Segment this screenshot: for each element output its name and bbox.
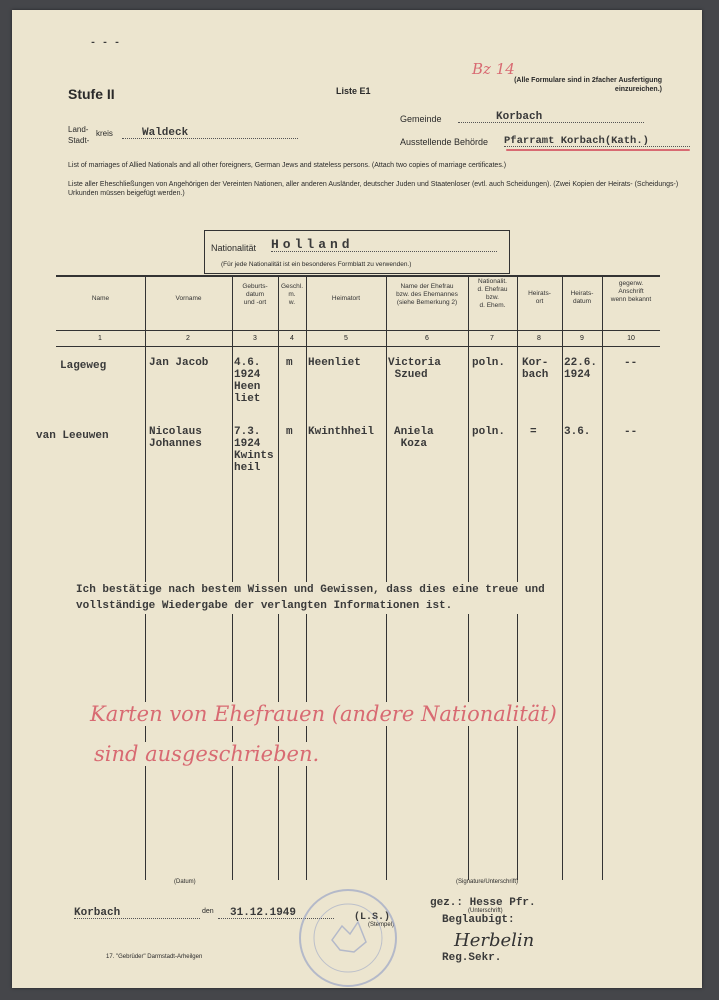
col-divider bbox=[278, 276, 279, 880]
col-divider bbox=[386, 276, 387, 880]
col-num: 3 bbox=[253, 335, 257, 342]
header-heiratsdatum: Heirats- datum bbox=[570, 290, 594, 305]
header-heimatort: Heimatort bbox=[331, 295, 361, 302]
col-divider bbox=[468, 276, 469, 880]
col-divider bbox=[306, 276, 307, 880]
header-name: Name bbox=[91, 295, 110, 302]
landkreis-field bbox=[122, 122, 298, 139]
table-top-rule bbox=[56, 275, 660, 277]
table-row-1-nationalitaet: poln. bbox=[472, 357, 506, 369]
table-row-2-nationalitaet: poln. bbox=[472, 426, 506, 438]
stufe-label: Stufe II bbox=[68, 86, 115, 102]
instruction-note: (Alle Formulare sind in 2facher Ausfertigung einzureichen.) bbox=[514, 77, 662, 93]
header-ehefrau: Name der Ehefrau bzw. des Ehemannes (siehe Bemerkung 2) bbox=[396, 283, 458, 306]
behoerde-label: Ausstellende Behörde bbox=[400, 137, 489, 147]
official-stamp-icon bbox=[296, 886, 400, 990]
beglaubigt-label: Beglaubigt: bbox=[442, 914, 515, 926]
gemeinde-value: Korbach bbox=[496, 111, 543, 123]
date-caption: (Datum) bbox=[174, 879, 196, 885]
table-row-2-heimatort: Kwinthheil bbox=[308, 426, 375, 438]
col-divider bbox=[517, 276, 518, 880]
liste-label: Liste E1 bbox=[336, 86, 371, 96]
table-number-rule bbox=[56, 346, 660, 347]
col-divider bbox=[562, 276, 563, 880]
stempel-caption: (Stempel) bbox=[368, 922, 395, 928]
table-row-2-heiratsort: = bbox=[530, 426, 537, 438]
nationality-label: Nationalität bbox=[211, 243, 257, 253]
nationality-field bbox=[271, 235, 497, 252]
nationality-value: Holland bbox=[271, 237, 354, 252]
col-divider bbox=[145, 276, 146, 880]
col-divider bbox=[232, 276, 233, 880]
header-anschrift: gegenw. Anschrift wenn bekannt bbox=[610, 280, 652, 303]
gez-signature: gez.: Hesse Pfr. bbox=[430, 897, 536, 909]
table-row-2-geschlecht: m bbox=[286, 426, 293, 438]
table-row-1-geburt: 4.6. 1924 Heen liet bbox=[234, 357, 261, 405]
behoerde-value: Pfarramt Korbach(Kath.) bbox=[504, 135, 649, 147]
kreis-label: kreis bbox=[96, 129, 113, 138]
table-row-1-anschrift: -- bbox=[624, 357, 638, 369]
col-num: 9 bbox=[580, 335, 584, 342]
place-value: Korbach bbox=[74, 907, 121, 919]
regsekr-label: Reg.Sekr. bbox=[442, 952, 502, 964]
col-num: 6 bbox=[425, 335, 429, 342]
col-num: 10 bbox=[627, 335, 635, 342]
ls-marker: (L.S.) bbox=[354, 912, 391, 923]
printer-mark: 17. "Gebrüder" Darmstadt-Arheilgen bbox=[106, 954, 203, 960]
table-row-2-anschrift: -- bbox=[624, 426, 638, 438]
table-row-1-vorname: Jan Jacob bbox=[149, 357, 209, 369]
table-row-1-heimatort: Heenliet bbox=[308, 357, 361, 369]
table-header-rule bbox=[56, 330, 660, 331]
behoerde-field bbox=[504, 130, 690, 147]
gemeinde-field bbox=[458, 106, 644, 123]
table-row-1-heiratsdatum: 22.6. 1924 bbox=[564, 357, 598, 381]
table-row-2-heiratsdatum: 3.6. bbox=[564, 426, 591, 438]
confirmation-text: Ich bestätige nach bestem Wissen und Gewissen, dass dies eine treue und vollständige Wiedergabe der verlangten Informationen ist. bbox=[76, 584, 545, 612]
col-num: 5 bbox=[344, 335, 348, 342]
landkreis-value: Waldeck bbox=[142, 127, 189, 139]
unterschrift-caption: (Unterschrift) bbox=[468, 908, 503, 914]
description-english: List of marriages of Allied Nationals and all other foreigners, German Jews and stateless persons. (Attach two copies of marriage certificates.) bbox=[68, 162, 507, 169]
table-row-1-heiratsort: Kor- bach bbox=[522, 357, 549, 381]
col-num: 2 bbox=[186, 335, 190, 342]
col-num: 7 bbox=[490, 335, 494, 342]
nationality-note: (Für jede Nationalität ist ein besonderes Formblatt zu verwenden.) bbox=[221, 261, 412, 268]
table-row-2-geburt: 7.3. 1924 Kwints heil bbox=[234, 426, 274, 474]
col-num: 8 bbox=[537, 335, 541, 342]
header-geschlecht: Geschl. m. w. bbox=[280, 283, 304, 306]
col-num: 1 bbox=[98, 335, 102, 342]
handwritten-reference: Bz 14 bbox=[472, 60, 515, 78]
remark-line-2: sind ausgeschrieben. bbox=[94, 742, 320, 766]
nationality-box bbox=[204, 230, 510, 274]
top-marks: - - - bbox=[90, 38, 121, 49]
table-row-2-ehefrau: Aniela Koza bbox=[394, 426, 434, 450]
table-row-1-name: Lageweg bbox=[60, 360, 107, 372]
header-geburt: Geburts- datum und -ort bbox=[242, 283, 268, 306]
form-page bbox=[12, 10, 702, 988]
header-heiratsort: Heirats- ort bbox=[528, 290, 551, 305]
col-divider bbox=[602, 276, 603, 880]
place-field bbox=[74, 902, 200, 919]
header-vorname: Vorname bbox=[175, 295, 202, 302]
remark-line-1: Karten von Ehefrauen (andere Nationalität) bbox=[90, 702, 557, 726]
den-label: den bbox=[202, 908, 214, 915]
description-german: Liste aller Eheschließungen von Angehörigen der Vereinten Nationen, aller anderen Ausländer, deutscher Juden und Staatenloser (evtl. auch Scheidungen). (Zwei Kopien der Heirats- (Scheidungs-) Urkunden müssen beigefügt werden.) bbox=[68, 181, 679, 197]
gemeinde-label: Gemeinde bbox=[400, 114, 442, 124]
header-nationalitaet: Nationalit. d. Ehefrau bzw. d. Ehem. bbox=[477, 278, 508, 309]
table-row-2-vorname: Nicolaus Johannes bbox=[149, 426, 202, 450]
table-row-1-ehefrau: Victoria Szued bbox=[388, 357, 441, 381]
signature-caption: (Signature/Unterschrift) bbox=[456, 879, 519, 885]
table-row-1-geschlecht: m bbox=[286, 357, 293, 369]
col-num: 4 bbox=[290, 335, 294, 342]
landkreis-label: Land- Stadt- bbox=[68, 125, 90, 145]
table-row-2-name: van Leeuwen bbox=[36, 430, 109, 442]
date-value: 31.12.1949 bbox=[230, 907, 297, 919]
handwritten-signature: Herbelin bbox=[454, 930, 535, 951]
red-underline bbox=[506, 149, 690, 151]
